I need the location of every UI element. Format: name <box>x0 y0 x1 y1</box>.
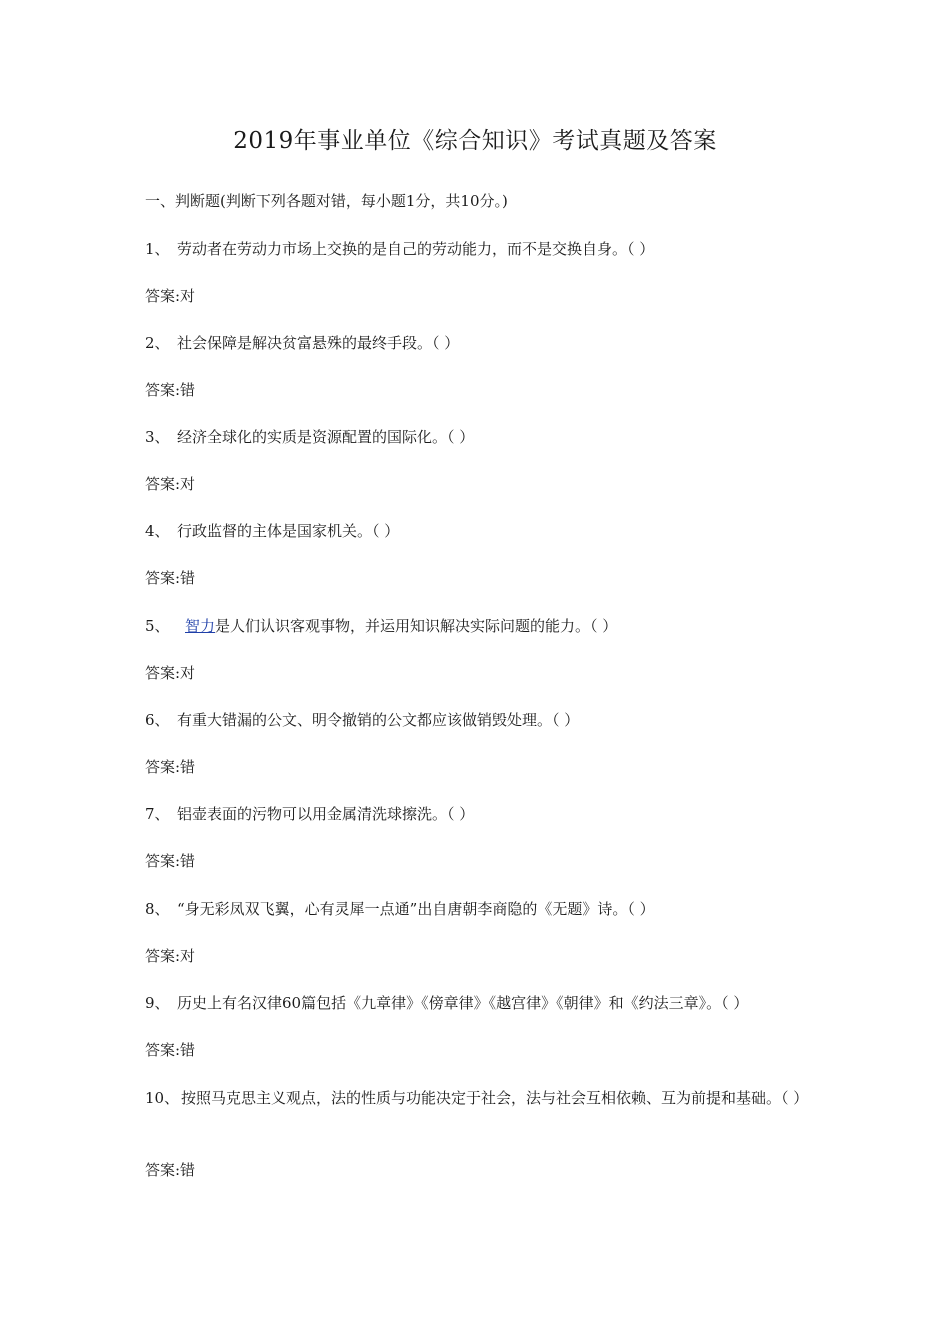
question-number: 6、 <box>145 711 170 729</box>
answer-9: 答案:错 <box>145 1041 196 1059</box>
question-text: “身无彩凤双飞翼，心有灵犀一点通”出自唐朝李商隐的《无题》诗。（ ） <box>177 900 655 918</box>
question-2 <box>145 330 825 356</box>
answer-5: 答案:对 <box>145 664 196 682</box>
question-7 <box>145 801 825 827</box>
question-number: 3、 <box>145 428 170 446</box>
question-8 <box>145 896 825 922</box>
question-number: 2、 <box>145 334 170 352</box>
answer-6: 答案:错 <box>145 758 196 776</box>
question-6 <box>145 707 825 733</box>
answer-7: 答案:错 <box>145 852 196 870</box>
question-text: 行政监督的主体是国家机关。（ ） <box>177 522 400 540</box>
answer-4: 答案:错 <box>145 569 196 587</box>
answer-8: 答案:对 <box>145 947 196 965</box>
question-text: 劳动者在劳动力市场上交换的是自己的劳动能力，而不是交换自身。（ ） <box>177 240 655 258</box>
question-text: 经济全球化的实质是资源配置的国际化。（ ） <box>177 428 475 446</box>
answer-3: 答案:对 <box>145 475 196 493</box>
question-number: 10、 <box>145 1089 180 1107</box>
answer-2: 答案:错 <box>145 381 196 399</box>
question-number: 1、 <box>145 240 170 258</box>
question-3 <box>145 424 825 450</box>
question-number: 7、 <box>145 805 170 823</box>
question-text: 社会保障是解决贫富悬殊的最终手段。（ ） <box>177 334 460 352</box>
document-title: 2019年事业单位《综合知识》考试真题及答案 <box>233 128 717 154</box>
question-4 <box>145 518 825 544</box>
question-1 <box>145 236 825 262</box>
question-5 <box>145 613 825 639</box>
keyword-link[interactable]: 智力 <box>185 617 216 635</box>
question-text: 有重大错漏的公文、明令撤销的公文都应该做销毁处理。（ ） <box>177 711 580 729</box>
question-number: 9、 <box>145 994 170 1012</box>
section-heading: 一、判断题(判断下列各题对错，每小题1分，共10分。) <box>145 192 508 210</box>
answer-1: 答案:对 <box>145 287 196 305</box>
answer-10: 答案:错 <box>145 1161 196 1179</box>
question-9 <box>145 990 825 1016</box>
question-number: 5、 <box>145 617 170 635</box>
question-text: 铝壶表面的污物可以用金属清洗球擦洗。（ ） <box>177 805 475 823</box>
question-number: 8、 <box>145 900 170 918</box>
question-text: 历史上有名汉律60篇包括《九章律》《傍章律》《越宫律》《朝律》和《约法三章》。（ ） <box>177 994 749 1012</box>
question-10 <box>145 1085 825 1111</box>
question-text: 是人们认识客观事物，并运用知识解决实际问题的能力。（ ） <box>215 617 618 635</box>
question-number: 4、 <box>145 522 170 540</box>
question-text: 按照马克思主义观点，法的性质与功能决定于社会，法与社会互相依赖、互为前提和基础。（ ） <box>181 1089 809 1107</box>
